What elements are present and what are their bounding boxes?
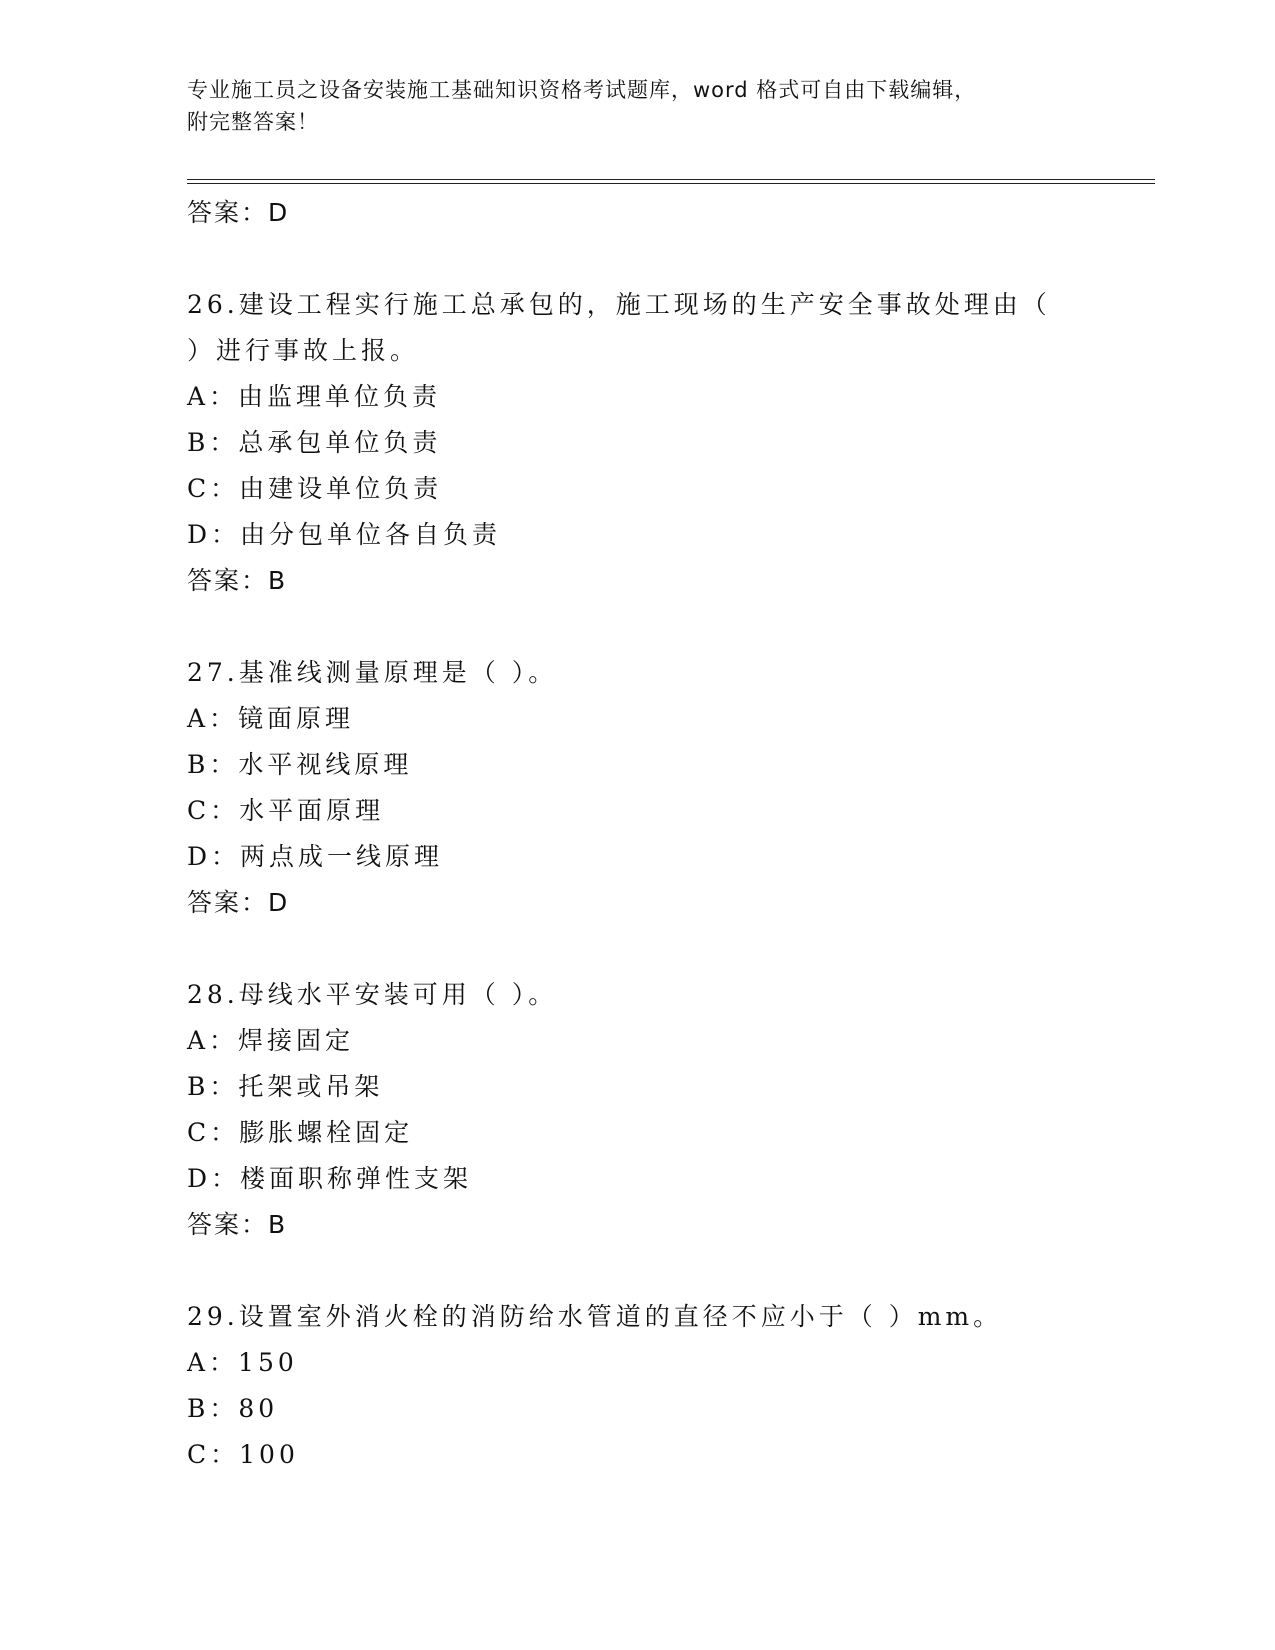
question-text: 29.设置室外消火栓的消防给水管道的直径不应小于（ ）mm。	[187, 1302, 1003, 1331]
header-divider-bottom	[187, 183, 1155, 184]
document-header	[187, 74, 1067, 138]
option-b: B：总承包单位负责	[187, 428, 442, 457]
answer-line: 答案：D	[187, 198, 290, 227]
question-text: 28.母线水平安装可用（ ）。	[187, 980, 558, 1009]
option-c: C：100	[187, 1440, 299, 1469]
option-c: C：水平面原理	[187, 796, 385, 825]
answer-line: 答案：D	[187, 888, 290, 917]
option-d: D：楼面职称弹性支架	[187, 1164, 473, 1193]
question-list	[187, 190, 1087, 1478]
option-b: B：水平视线原理	[187, 750, 413, 779]
header-line-2: 附完整答案！	[187, 110, 319, 134]
header-divider-top	[187, 179, 1155, 180]
answer-line: 答案：B	[187, 1210, 288, 1239]
question-text: 26.建设工程实行施工总承包的，施工现场的生产安全事故处理由（	[187, 290, 1051, 319]
question-block	[187, 650, 1087, 926]
option-d: D：由分包单位各自负责	[187, 520, 502, 549]
question-block	[187, 1294, 1087, 1478]
question-text: 27.基准线测量原理是（ ）。	[187, 658, 558, 687]
option-a: A：由监理单位负责	[187, 382, 442, 411]
option-b: B：80	[187, 1394, 279, 1423]
option-d: D：两点成一线原理	[187, 842, 444, 871]
question-block	[187, 972, 1087, 1248]
option-a: A：焊接固定	[187, 1026, 355, 1055]
option-a: A：镜面原理	[187, 704, 355, 733]
option-a: A：150	[187, 1348, 298, 1377]
question-text: ）进行事故上报。	[187, 336, 420, 365]
question-block	[187, 282, 1087, 604]
answer-line: 答案：B	[187, 566, 288, 595]
option-c: C：由建设单位负责	[187, 474, 443, 503]
option-c: C：膨胀螺栓固定	[187, 1118, 414, 1147]
option-b: B：托架或吊架	[187, 1072, 384, 1101]
header-line-1: 专业施工员之设备安装施工基础知识资格考试题库，word 格式可自由下载编辑，	[187, 78, 977, 102]
